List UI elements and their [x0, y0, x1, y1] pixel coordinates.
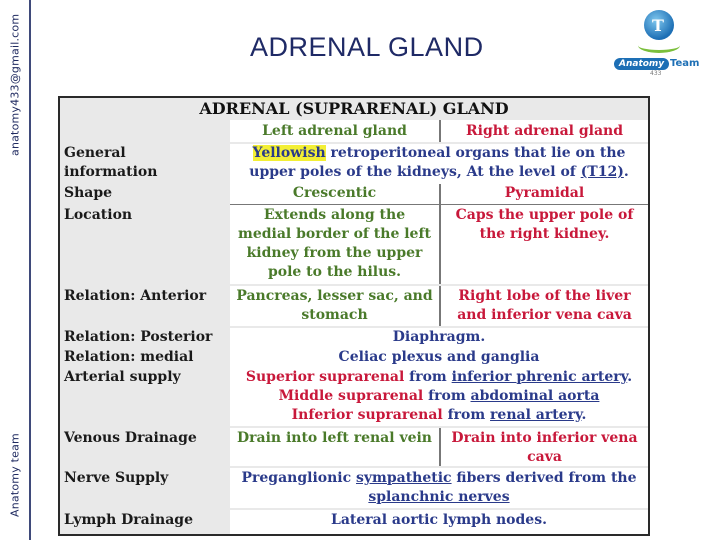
- location-left-line: pole to the hilus.: [267, 264, 402, 280]
- posterior-value: Diaphragm.: [392, 329, 486, 345]
- nerve-label: Nerve Supply: [64, 470, 169, 486]
- posterior-label: Relation: Posterior: [64, 329, 213, 345]
- shape-left: Crescentic: [292, 185, 377, 201]
- left-sidebar: [0, 0, 30, 540]
- sidebar-email: anatomy433@gmail.com: [8, 13, 22, 157]
- col-right-header: Right adrenal gland: [466, 123, 623, 139]
- nerve-splanchnic: splanchnic nerves: [368, 489, 510, 505]
- logo-number: 433: [650, 70, 662, 77]
- location-left: [230, 206, 439, 282]
- anatomy-team-logo: [612, 10, 704, 80]
- nerve-value: [230, 469, 648, 507]
- arterial-middle: Middle suprarenal: [278, 388, 424, 404]
- nerve-text-1: Preganglionic: [241, 470, 356, 486]
- general-text-2: upper poles of the kidneys, At the level of: [249, 164, 581, 180]
- adrenal-table: [58, 96, 650, 536]
- arterial-value: [230, 368, 648, 425]
- arterial-from: from: [423, 388, 471, 404]
- location-left-line: kidney from the upper: [246, 245, 423, 261]
- arterial-renal: renal artery: [490, 407, 582, 423]
- anterior-label: Relation: Anterior: [64, 288, 207, 304]
- page-title: ADRENAL GLAND: [250, 32, 484, 62]
- arterial-label: Arterial supply: [64, 369, 181, 385]
- nerve-sympathetic: sympathetic: [356, 470, 452, 486]
- general-text: [230, 144, 648, 182]
- sidebar-divider: [29, 0, 31, 540]
- general-text-1: retroperitoneal organs that lie on the: [325, 145, 626, 161]
- shape-right: Pyramidal: [504, 185, 585, 201]
- arterial-phrenic: inferior phrenic artery: [451, 369, 628, 385]
- general-level: (T12): [580, 164, 624, 180]
- general-end: .: [623, 164, 629, 180]
- shape-label: Shape: [64, 185, 113, 201]
- arterial-end: .: [581, 407, 587, 423]
- lymph-label: Lymph Drainage: [64, 512, 193, 528]
- table-heading: ADRENAL (SUPRARENAL) GLAND: [199, 99, 509, 118]
- shape-row-divider: [230, 204, 648, 205]
- general-label-line2: information: [64, 164, 158, 180]
- anterior-right-line: Right lobe of the liver: [458, 288, 631, 304]
- col-left-header: Left adrenal gland: [262, 123, 407, 139]
- location-label: Location: [64, 207, 133, 223]
- sidebar-team-label: Anatomy team: [8, 433, 22, 517]
- medial-value: Celiac plexus and ganglia: [338, 349, 540, 365]
- venous-left: Drain into left renal vein: [237, 430, 432, 446]
- venous-right: [441, 429, 648, 467]
- location-right-line: the right kidney.: [479, 226, 610, 242]
- location-right-line: Caps the upper pole of: [455, 207, 634, 223]
- logo-globe-icon: T: [644, 10, 674, 40]
- location-right: [441, 206, 648, 244]
- arterial-end: .: [627, 369, 633, 385]
- logo-word-team: Team: [670, 58, 700, 69]
- arterial-aorta: abdominal aorta: [470, 388, 600, 404]
- anterior-left: [230, 287, 439, 325]
- venous-label: Venous Drainage: [64, 430, 197, 446]
- venous-right-line: cava: [527, 449, 562, 465]
- anterior-right: [441, 287, 648, 325]
- general-label-line1: General: [64, 145, 126, 161]
- anterior-left-line: Pancreas, lesser sac, and: [236, 288, 433, 304]
- lymph-value: Lateral aortic lymph nodes.: [331, 512, 547, 528]
- general-label: [64, 144, 224, 182]
- anterior-left-line: stomach: [301, 307, 368, 323]
- arterial-inferior: Inferior suprarenal: [291, 407, 443, 423]
- yellowish-highlight: Yellowish: [252, 145, 326, 161]
- location-left-line: medial border of the left: [238, 226, 431, 242]
- nerve-text-3: fibers derived from the: [451, 470, 637, 486]
- logo-arc-icon: [638, 38, 680, 53]
- anterior-right-line: and inferior vena cava: [457, 307, 632, 323]
- arterial-superior: Superior suprarenal: [245, 369, 405, 385]
- arterial-from: from: [404, 369, 452, 385]
- medial-label: Relation: medial: [64, 349, 194, 365]
- arterial-from: from: [442, 407, 491, 423]
- logo-word-anatomy: Anatomy: [614, 58, 669, 70]
- location-left-line: Extends along the: [263, 207, 406, 223]
- venous-right-line: Drain into inferior vena: [451, 430, 638, 446]
